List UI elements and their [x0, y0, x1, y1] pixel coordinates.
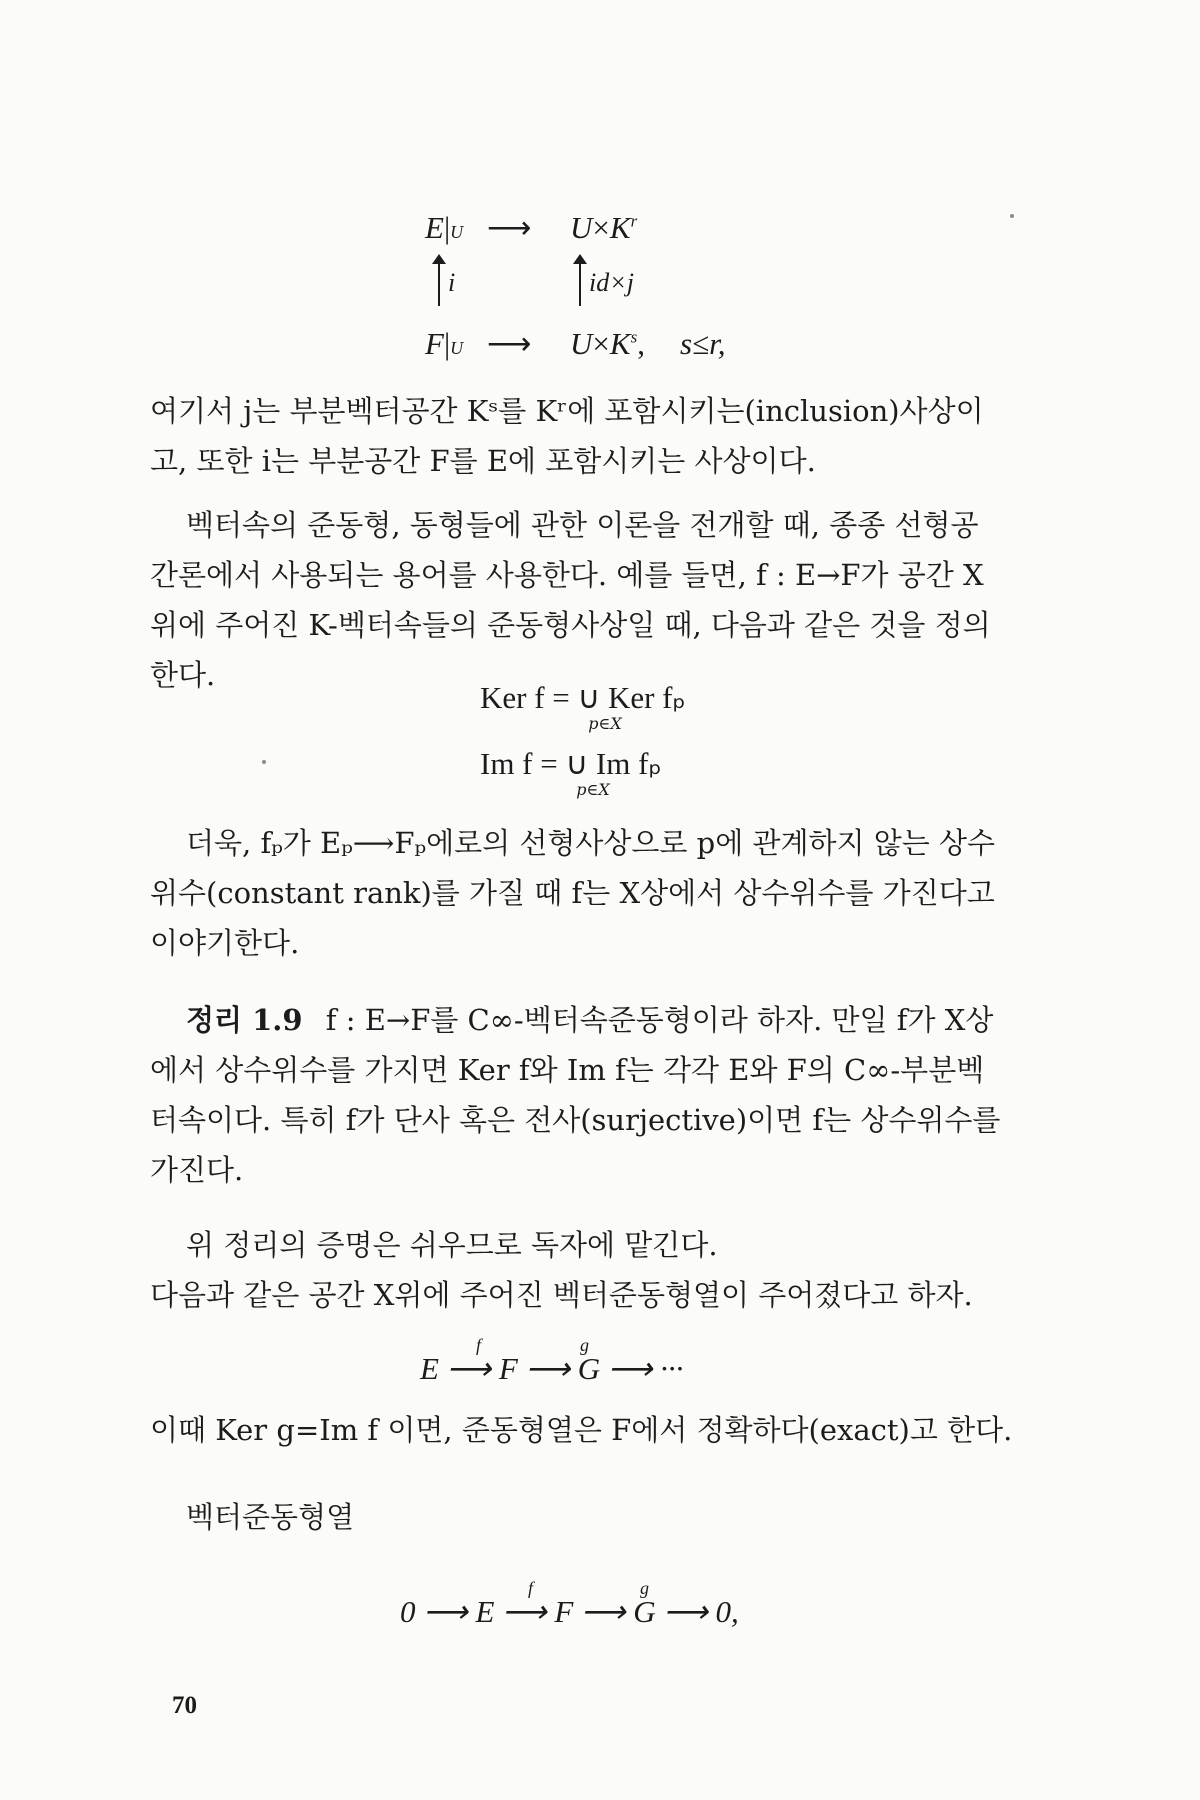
paragraph-line: 더욱, fₚ가 Eₚ⟶Fₚ에로의 선형사상으로 p에 관계하지 않는 상수 — [186, 826, 995, 860]
page-number: 70 — [172, 1692, 197, 1719]
paragraph-exactness — [150, 1405, 1036, 1455]
theorem-line: 가진다. — [150, 1153, 244, 1187]
kernel-equation — [480, 680, 780, 733]
diagram-left-arrow-label: i — [448, 268, 456, 297]
image-equation-index: p∈X — [576, 780, 610, 799]
image-equation — [480, 746, 780, 799]
scan-speck — [262, 760, 266, 764]
paragraph-line: 간론에서 사용되는 용어를 사용한다. 예를 들면, f : E→F가 공간 X — [150, 558, 984, 592]
homomorphism-sequence — [420, 1335, 780, 1385]
paragraph-definitions-intro — [150, 500, 1036, 700]
paragraph-line: 위에 주어진 K-벡터속들의 준동형사상일 때, 다음과 같은 것을 정의 — [150, 608, 991, 642]
paragraph-line: 여기서 j는 부분벡터공간 Kˢ를 Kʳ에 포함시키는(inclusion)사상이 — [150, 394, 984, 428]
paragraph-line: 한다. — [150, 658, 216, 692]
sequence-f-label: f — [476, 1335, 482, 1355]
paragraph-line: 위 정리의 증명은 쉬우므로 독자에 맡긴다. — [186, 1228, 718, 1262]
sequence-text: 0 ⟶ E ⟶ F ⟶ G ⟶ 0, — [400, 1594, 739, 1629]
paragraph-constant-rank — [150, 818, 1036, 968]
paragraph-inclusion — [150, 386, 1036, 486]
diagram-bottom-row: F|U ⟶ $U\times K^s$, s≤r, — [425, 326, 726, 361]
short-exact-sequence — [400, 1578, 820, 1628]
theorem-line: 터속이다. 특히 f가 단사 혹은 전사(surjective)이면 f는 상수위수를 — [150, 1103, 1001, 1137]
theorem-label: 정리 1.9 — [186, 1003, 303, 1037]
paragraph-line: 벡터속의 준동형, 동형들에 관한 이론을 전개할 때, 종종 선형공 — [186, 508, 979, 542]
paragraph-line: 고, 또한 i는 부분공간 F를 E에 포함시키는 사상이다. — [150, 444, 816, 478]
kernel-equation-index: p∈X — [588, 714, 622, 733]
theorem-line: 에서 상수위수를 가지면 Ker f와 Im f는 각각 E와 F의 C∞-부분벡 — [150, 1053, 985, 1087]
theorem-1-9 — [150, 995, 1036, 1195]
paragraph-line: 다음과 같은 공간 X위에 주어진 벡터준동형열이 주어졌다고 하자. — [150, 1278, 973, 1312]
diagram-right-vertical-arrow — [579, 258, 581, 306]
sequence-g-label: g — [580, 1335, 589, 1355]
sequence-g-label: g — [640, 1578, 649, 1598]
paragraph-line: 위수(constant rank)를 가질 때 f는 X상에서 상수위수를 가진다고 — [150, 876, 995, 910]
diagram-left-vertical-arrow — [438, 258, 440, 306]
image-equation-text: Im f = ∪ Im fₚ — [480, 746, 662, 781]
paragraph-line: 이야기한다. — [150, 926, 300, 960]
paragraph-proof-note — [150, 1220, 1036, 1320]
sequence-text: E ⟶ F ⟶ G ⟶ ··· — [420, 1351, 684, 1386]
diagram-condition: s≤r, — [680, 326, 726, 361]
scan-speck — [1010, 214, 1014, 218]
paragraph-line: 이때 Ker g=Im f 이면, 준동형열은 F에서 정확하다(exact)고 한다. — [150, 1413, 1013, 1447]
diagram-top-row: E|U ⟶ $U\times K^r$ — [425, 210, 638, 245]
theorem-line: f : E→F를 C∞-벡터속준동형이라 하자. 만일 f가 X상 — [325, 1003, 994, 1037]
diagram-bottom-arrow: ⟶ — [487, 326, 532, 361]
paragraph-short-exact-intro — [150, 1492, 1036, 1542]
paragraph-line: 벡터준동형열 — [186, 1500, 355, 1534]
kernel-equation-text: Ker f = ∪ Ker fₚ — [480, 680, 686, 715]
diagram-top-arrow: ⟶ — [487, 210, 532, 245]
diagram-right-arrow-label: id×j — [589, 268, 634, 297]
sequence-f-label: f — [528, 1578, 534, 1598]
theorem-first-line — [150, 995, 1036, 1045]
